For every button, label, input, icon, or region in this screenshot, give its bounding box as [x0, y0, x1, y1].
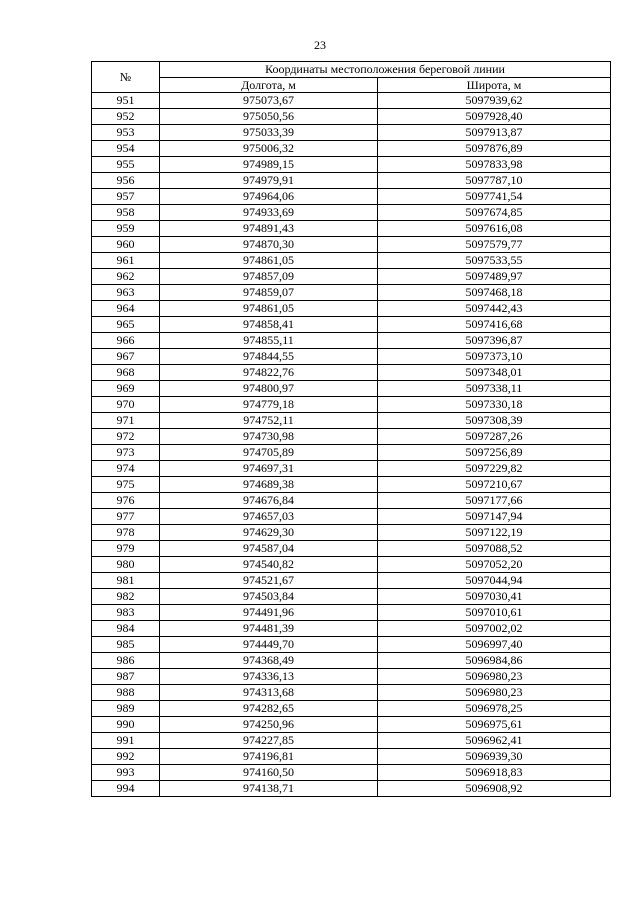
longitude-cell: 975033,39 [160, 125, 378, 141]
row-number-cell: 971 [92, 413, 160, 429]
row-number-cell: 976 [92, 493, 160, 509]
table-row [92, 141, 611, 157]
table-row [92, 621, 611, 637]
table-row [92, 573, 611, 589]
latitude-cell: 5097468,18 [378, 285, 611, 301]
latitude-cell: 5097030,41 [378, 589, 611, 605]
latitude-cell: 5097338,11 [378, 381, 611, 397]
latitude-cell: 5097416,68 [378, 317, 611, 333]
longitude-cell: 974752,11 [160, 413, 378, 429]
table-row [92, 541, 611, 557]
longitude-cell: 975050,56 [160, 109, 378, 125]
table-row [92, 493, 611, 509]
row-number-cell: 964 [92, 301, 160, 317]
row-number-cell: 963 [92, 285, 160, 301]
row-number-cell: 973 [92, 445, 160, 461]
table-row [92, 717, 611, 733]
table-row [92, 413, 611, 429]
longitude-cell: 974481,39 [160, 621, 378, 637]
table-row [92, 237, 611, 253]
table-row [92, 317, 611, 333]
latitude-cell: 5097579,77 [378, 237, 611, 253]
row-number-cell: 983 [92, 605, 160, 621]
table-row [92, 349, 611, 365]
table-row [92, 285, 611, 301]
row-number-cell: 951 [92, 93, 160, 109]
latitude-cell: 5097308,39 [378, 413, 611, 429]
longitude-cell: 974629,30 [160, 525, 378, 541]
longitude-cell: 974336,13 [160, 669, 378, 685]
row-number-cell: 985 [92, 637, 160, 653]
row-number-cell: 970 [92, 397, 160, 413]
coordinates-table [91, 61, 611, 797]
longitude-cell: 974891,43 [160, 221, 378, 237]
row-number-cell: 974 [92, 461, 160, 477]
latitude-cell: 5097287,26 [378, 429, 611, 445]
table-row [92, 701, 611, 717]
latitude-cell: 5097044,94 [378, 573, 611, 589]
longitude-cell: 974676,84 [160, 493, 378, 509]
longitude-cell: 974861,05 [160, 253, 378, 269]
table-row [92, 733, 611, 749]
longitude-cell: 974689,38 [160, 477, 378, 493]
row-number-cell: 969 [92, 381, 160, 397]
row-number-cell: 993 [92, 765, 160, 781]
row-number-cell: 988 [92, 685, 160, 701]
latitude-cell: 5096918,83 [378, 765, 611, 781]
latitude-cell: 5096984,86 [378, 653, 611, 669]
latitude-cell: 5097833,98 [378, 157, 611, 173]
table-row [92, 397, 611, 413]
table-row [92, 301, 611, 317]
table-row [92, 669, 611, 685]
row-number-cell: 962 [92, 269, 160, 285]
table-row [92, 589, 611, 605]
longitude-cell: 974989,15 [160, 157, 378, 173]
table-row [92, 381, 611, 397]
table-row [92, 125, 611, 141]
table-row [92, 525, 611, 541]
row-number-cell: 957 [92, 189, 160, 205]
row-number-cell: 968 [92, 365, 160, 381]
row-number-cell: 977 [92, 509, 160, 525]
longitude-cell: 974859,07 [160, 285, 378, 301]
row-number-cell: 979 [92, 541, 160, 557]
row-number-cell: 960 [92, 237, 160, 253]
latitude-cell: 5097256,89 [378, 445, 611, 461]
latitude-cell: 5097674,85 [378, 205, 611, 221]
row-number-cell: 956 [92, 173, 160, 189]
row-number-cell: 955 [92, 157, 160, 173]
row-number-cell: 990 [92, 717, 160, 733]
row-number-cell: 984 [92, 621, 160, 637]
longitude-cell: 974196,81 [160, 749, 378, 765]
longitude-cell: 974705,89 [160, 445, 378, 461]
latitude-cell: 5096978,25 [378, 701, 611, 717]
longitude-cell: 974979,91 [160, 173, 378, 189]
table-row [92, 749, 611, 765]
table-row [92, 461, 611, 477]
table-header [92, 62, 611, 93]
table-row [92, 653, 611, 669]
table-row [92, 221, 611, 237]
latitude-cell: 5097741,54 [378, 189, 611, 205]
latitude-cell: 5097913,87 [378, 125, 611, 141]
table-row [92, 269, 611, 285]
longitude-cell: 974730,98 [160, 429, 378, 445]
table-row [92, 605, 611, 621]
latitude-cell: 5096980,23 [378, 685, 611, 701]
row-number-cell: 959 [92, 221, 160, 237]
longitude-cell: 974855,11 [160, 333, 378, 349]
table-row [92, 253, 611, 269]
longitude-cell: 974657,03 [160, 509, 378, 525]
table-body [92, 93, 611, 797]
row-number-cell: 982 [92, 589, 160, 605]
longitude-cell: 974697,31 [160, 461, 378, 477]
latitude-cell: 5097330,18 [378, 397, 611, 413]
latitude-cell: 5097616,08 [378, 221, 611, 237]
longitude-cell: 974779,18 [160, 397, 378, 413]
row-number-cell: 978 [92, 525, 160, 541]
latitude-cell: 5097177,66 [378, 493, 611, 509]
table-row [92, 189, 611, 205]
row-number-cell: 991 [92, 733, 160, 749]
longitude-cell: 974858,41 [160, 317, 378, 333]
row-number-cell: 994 [92, 781, 160, 797]
row-number-cell: 975 [92, 477, 160, 493]
longitude-cell: 974587,04 [160, 541, 378, 557]
latitude-cell: 5097229,82 [378, 461, 611, 477]
row-number-cell: 958 [92, 205, 160, 221]
header-latitude: Широта, м [378, 78, 611, 93]
latitude-cell: 5097210,67 [378, 477, 611, 493]
table-row [92, 93, 611, 109]
row-number-cell: 961 [92, 253, 160, 269]
longitude-cell: 974933,69 [160, 205, 378, 221]
row-number-cell: 966 [92, 333, 160, 349]
latitude-cell: 5097010,61 [378, 605, 611, 621]
longitude-cell: 974822,76 [160, 365, 378, 381]
table-row [92, 765, 611, 781]
row-number-cell: 965 [92, 317, 160, 333]
header-coordinates-group: Координаты местоположения береговой линии [160, 62, 611, 78]
longitude-cell: 974861,05 [160, 301, 378, 317]
row-number-cell: 972 [92, 429, 160, 445]
table-row [92, 109, 611, 125]
longitude-cell: 974870,30 [160, 237, 378, 253]
longitude-cell: 974964,06 [160, 189, 378, 205]
longitude-cell: 974449,70 [160, 637, 378, 653]
latitude-cell: 5097533,55 [378, 253, 611, 269]
longitude-cell: 975073,67 [160, 93, 378, 109]
table-row [92, 477, 611, 493]
longitude-cell: 974282,65 [160, 701, 378, 717]
table-row [92, 205, 611, 221]
row-number-cell: 954 [92, 141, 160, 157]
longitude-cell: 974313,68 [160, 685, 378, 701]
longitude-cell: 974491,96 [160, 605, 378, 621]
longitude-cell: 974250,96 [160, 717, 378, 733]
longitude-cell: 974368,49 [160, 653, 378, 669]
latitude-cell: 5096908,92 [378, 781, 611, 797]
longitude-cell: 975006,32 [160, 141, 378, 157]
row-number-cell: 952 [92, 109, 160, 125]
row-number-cell: 986 [92, 653, 160, 669]
latitude-cell: 5096980,23 [378, 669, 611, 685]
latitude-cell: 5097088,52 [378, 541, 611, 557]
header-number: № [92, 62, 160, 93]
latitude-cell: 5097122,19 [378, 525, 611, 541]
table-row [92, 445, 611, 461]
latitude-cell: 5097928,40 [378, 109, 611, 125]
latitude-cell: 5097002,02 [378, 621, 611, 637]
latitude-cell: 5097939,62 [378, 93, 611, 109]
table-row [92, 173, 611, 189]
latitude-cell: 5096962,41 [378, 733, 611, 749]
latitude-cell: 5097373,10 [378, 349, 611, 365]
latitude-cell: 5097052,20 [378, 557, 611, 573]
latitude-cell: 5097876,89 [378, 141, 611, 157]
latitude-cell: 5096975,61 [378, 717, 611, 733]
table-row [92, 637, 611, 653]
row-number-cell: 992 [92, 749, 160, 765]
latitude-cell: 5097147,94 [378, 509, 611, 525]
longitude-cell: 974800,97 [160, 381, 378, 397]
row-number-cell: 989 [92, 701, 160, 717]
longitude-cell: 974844,55 [160, 349, 378, 365]
row-number-cell: 981 [92, 573, 160, 589]
table-row [92, 365, 611, 381]
latitude-cell: 5097442,43 [378, 301, 611, 317]
table-row [92, 429, 611, 445]
row-number-cell: 967 [92, 349, 160, 365]
row-number-cell: 953 [92, 125, 160, 141]
latitude-cell: 5097489,97 [378, 269, 611, 285]
row-number-cell: 987 [92, 669, 160, 685]
table-row [92, 557, 611, 573]
longitude-cell: 974138,71 [160, 781, 378, 797]
row-number-cell: 980 [92, 557, 160, 573]
table-row [92, 781, 611, 797]
latitude-cell: 5096997,40 [378, 637, 611, 653]
longitude-cell: 974540,82 [160, 557, 378, 573]
latitude-cell: 5096939,30 [378, 749, 611, 765]
header-longitude: Долгота, м [160, 78, 378, 93]
latitude-cell: 5097787,10 [378, 173, 611, 189]
longitude-cell: 974503,84 [160, 589, 378, 605]
page-number: 23 [314, 38, 326, 52]
latitude-cell: 5097396,87 [378, 333, 611, 349]
table-row [92, 333, 611, 349]
longitude-cell: 974521,67 [160, 573, 378, 589]
longitude-cell: 974160,50 [160, 765, 378, 781]
table-row [92, 157, 611, 173]
longitude-cell: 974857,09 [160, 269, 378, 285]
longitude-cell: 974227,85 [160, 733, 378, 749]
table-row [92, 685, 611, 701]
table-row [92, 509, 611, 525]
latitude-cell: 5097348,01 [378, 365, 611, 381]
